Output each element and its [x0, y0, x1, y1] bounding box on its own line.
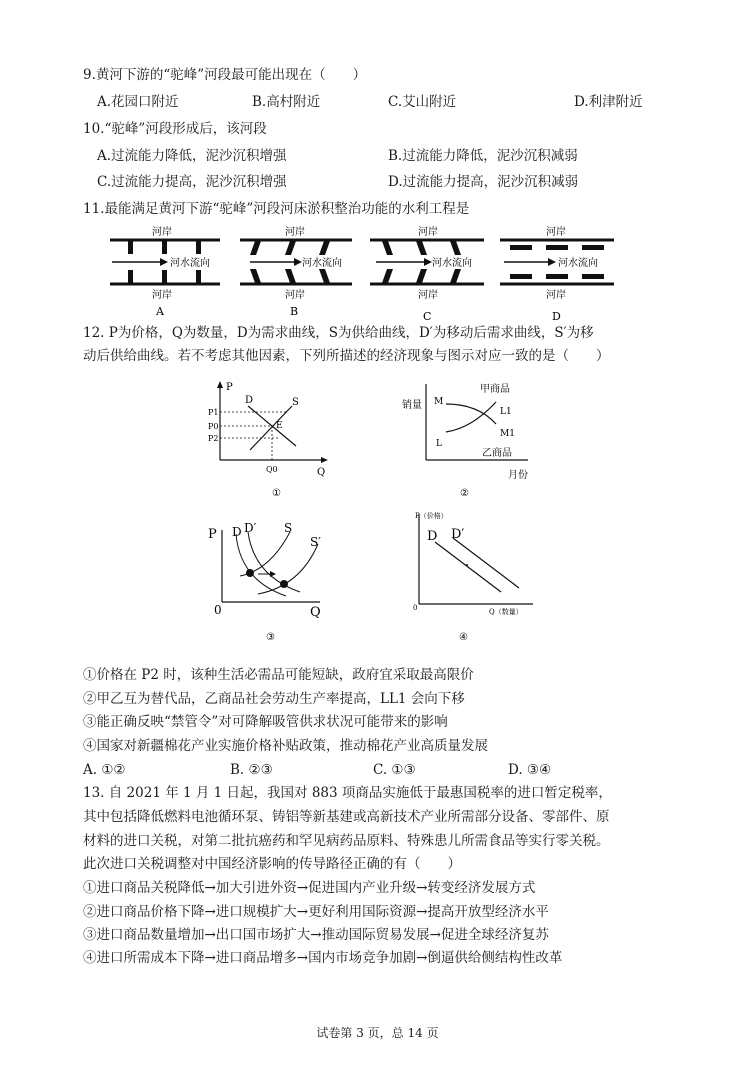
fig1-p2-label: P2	[208, 434, 219, 443]
fig2-l-label: L	[436, 439, 442, 449]
q13-statement-1: ①进口商品关税降低→加大引进外资→促进国内产业升级→转变经济发展方式	[83, 880, 536, 896]
q9-option-a: A.花园口附近	[97, 94, 179, 110]
q12-option-c: C. ①③	[373, 762, 416, 778]
q12-figure-1	[200, 378, 340, 500]
fig3-s-prime-label: S′	[310, 535, 321, 549]
q10-option-d: D.过流能力提高，泥沙沉积减弱	[388, 174, 579, 190]
q13-statement-3: ③进口商品数量增加→出口国市场扩大→推动国际贸易发展→促进全球经济复苏	[83, 927, 549, 943]
q13-statement-2: ②进口商品价格下降→进口规模扩大→更好利用国际资源→提高开放型经济水平	[83, 904, 549, 920]
q12-option-a: A. ①②	[83, 762, 126, 778]
q12-figure-3	[200, 510, 340, 645]
q13-line-4: 此次进口关税调整对中国经济影响的传导路径正确的有（ ）	[83, 856, 461, 872]
diagram-letter-c: C	[423, 310, 432, 322]
bank-label: 河岸	[152, 227, 172, 238]
fig3-origin: 0	[214, 603, 222, 617]
fig2-y-axis: 销量	[402, 400, 422, 411]
diagram-letter-a: A	[156, 305, 164, 318]
q11-diagrams	[100, 222, 640, 322]
q13-line-1: 13. 自 2021 年 1 月 1 日起，我国对 883 项商品实施低于最惠国税率的进口暂定税率，	[83, 785, 612, 801]
flow-label: 河水流向	[432, 258, 472, 269]
q10-stem: 10.“驼峰”河段形成后，该河段	[83, 121, 267, 137]
q11-diagram-a	[110, 225, 220, 318]
fig1-s-label: S	[292, 397, 299, 408]
fig3-point-1	[246, 569, 254, 577]
q12-stem-line1: 12. P为价格，Q为数量，D为需求曲线，S为供给曲线，D′为移动后需求曲线，S′为移	[83, 325, 594, 341]
q11-diagram-d	[500, 225, 614, 322]
fig4-caption: ④	[459, 632, 468, 643]
fig3-y-axis: P	[208, 527, 217, 542]
q9-option-d: D.利津附近	[574, 94, 643, 110]
fig1-q0-label: Q0	[266, 465, 278, 474]
fig1-e-label: E	[276, 421, 283, 431]
flow-label: 河水流向	[170, 258, 210, 269]
fig3-d-label: D	[232, 525, 242, 539]
bank-label: 河岸	[418, 227, 438, 238]
fig3-demand-prime-curve	[248, 532, 300, 592]
fig3-d-prime-label: D′	[244, 521, 257, 535]
fig2-yi-label: 乙商品	[482, 448, 512, 459]
q12-option-d: D. ③④	[508, 762, 552, 778]
fig2-curve-mm1	[446, 404, 496, 424]
q9-option-c: C.艾山附近	[388, 94, 457, 110]
fig1-d-label: D	[245, 395, 254, 406]
fig3-caption: ③	[266, 632, 275, 643]
q11-diagram-b	[240, 225, 352, 318]
fig1-x-axis: Q	[317, 467, 326, 478]
flow-label: 河水流向	[302, 258, 342, 269]
fig1-p0-label: P0	[208, 422, 219, 431]
flow-label: 河水流向	[558, 258, 598, 269]
bank-label: 河岸	[546, 227, 566, 238]
bank-label: 河岸	[152, 290, 172, 301]
fig4-d-prime-label: D′	[451, 527, 465, 542]
bank-label: 河岸	[285, 227, 305, 238]
fig2-jia-label: 甲商品	[480, 384, 510, 395]
bank-label: 河岸	[285, 290, 305, 301]
q13-statement-4: ④进口所需成本下降→进口商品增多→国内市场竞争加剧→倒逼供给侧结构性改革	[83, 950, 563, 966]
fig4-origin: 0	[413, 604, 418, 612]
fig4-x-axis: Q（数量）	[489, 608, 523, 616]
q9-stem: 9.黄河下游的“驼峰”河段最可能出现在（ ）	[83, 67, 367, 83]
fig4-d-label: D	[427, 529, 438, 544]
fig2-x-axis: 月份	[508, 470, 528, 481]
q12-stem-line2: 动后供给曲线。若不考虑其他因素，下列所描述的经济现象与图示对应一致的是（ ）	[83, 348, 610, 364]
fig2-m-label: M	[434, 397, 444, 407]
q12-statement-3: ③能正确反映“禁管令”对可降解吸管供求状况可能带来的影响	[83, 714, 448, 730]
q12-statement-1: ①价格在 P2 时，该种生活必需品可能短缺，政府宜采取最高限价	[83, 667, 474, 683]
fig3-point-2	[280, 580, 288, 588]
q10-option-b: B.过流能力降低，泥沙沉积减弱	[388, 148, 578, 164]
q12-statement-4: ④国家对新疆棉花产业实施价格补贴政策，推动棉花产业高质量发展	[83, 738, 488, 754]
fig2-m1-label: M1	[500, 429, 515, 439]
diagram-letter-b: B	[290, 305, 299, 318]
page-footer: 试卷第 3 页，总 14 页	[316, 1026, 439, 1040]
q11-diagram-c	[370, 225, 484, 322]
fig2-l1-label: L1	[500, 407, 512, 417]
q11-stem: 11.最能满足黄河下游“驼峰”河段河床淤积整治功能的水利工程是	[83, 201, 470, 217]
q9-option-b: B.高村附近	[252, 94, 321, 110]
fig1-y-axis: P	[226, 382, 233, 393]
bank-label: 河岸	[546, 290, 566, 301]
bank-label: 河岸	[418, 290, 438, 301]
q13-line-2: 其中包括降低燃料电池循环泵、铸铝等新基建或高新技术产业所需部分设备、零部件、原	[83, 809, 610, 825]
q10-option-a: A.过流能力降低，泥沙沉积增强	[97, 148, 287, 164]
fig3-x-axis: Q	[310, 605, 321, 620]
fig3-s-label: S	[284, 521, 293, 535]
q12-statement-2: ②甲乙互为替代品，乙商品社会劳动生产率提高，LL1 会向下移	[83, 691, 465, 707]
q12-option-b: B. ②③	[230, 762, 273, 778]
fig1-p1-label: P1	[208, 408, 219, 417]
q12-figure-2	[400, 378, 540, 500]
q12-figure-4	[405, 506, 545, 645]
fig2-caption: ②	[460, 488, 469, 499]
fig4-y-axis: P（价格）	[415, 512, 448, 520]
q10-option-c: C.过流能力提高，泥沙沉积增强	[97, 174, 287, 190]
q13-line-3: 材料的进口关税，对第二批抗癌药和罕见病药品原料、特殊患儿所需食品等实行零关税。	[83, 833, 610, 849]
diagram-letter-d: D	[552, 310, 561, 322]
fig1-caption: ①	[272, 488, 281, 499]
